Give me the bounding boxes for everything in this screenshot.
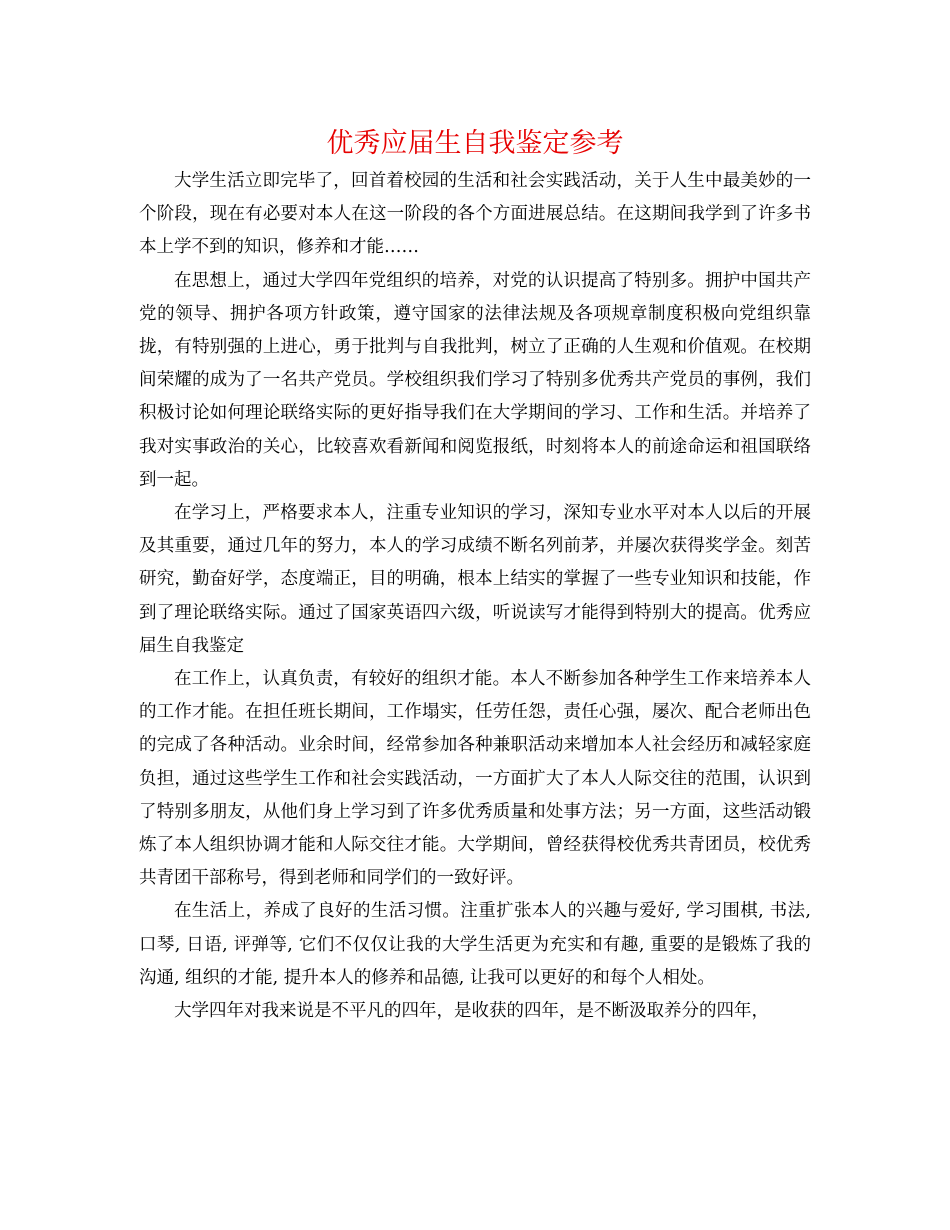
document-title: 优秀应届生自我鉴定参考 xyxy=(326,128,624,159)
paragraph-work: 在工作上，认真负责，有较好的组织才能。本人不断参加各种学生工作来培养本人的工作才能。在担任班长期间，工作塌实，任劳任怨，责任心强，屡次、配合老师出色的完成了各种活动。业余时间，经常参加各种兼职活动来增加本人社会经历和减轻家庭负担，通过这些学生工作和社会实践活动，一方面扩大了本人人际交往的范围，认识到了特别多朋友，从他们身上学习到了许多优秀质量和处事方法；另一方面，这些活动锻炼了本人组织协调才能和人际交往才能。大学期间，曾经获得校优秀共青团员，校优秀共青团干部称号，得到老师和同学们的一致好评。 xyxy=(139,669,811,889)
paragraph-intro: 大学生活立即完毕了，回首着校园的生活和社会实践活动，关于人生中最美妙的一个阶段，现在有必要对本人在这一阶段的各个方面进展总结。在这期间我学到了许多书本上学不到的知识，修养和才能…… xyxy=(139,171,811,258)
paragraph-thought: 在思想上，通过大学四年党组织的培养，对党的认识提高了特别多。拥护中国共产党的领导、拥护各项方针政策，遵守国家的法律法规及各项规章制度积极向党组织靠拢，有特别强的上进心，勇于批判与自我批判，树立了正确的人生观和价值观。在校期间荣耀的成为了一名共产党员。学校组织我们学习了特别多优秀共产党员的事例，我们积极讨论如何理论联络实际的更好指导我们在大学期间的学习、工作和生活。并培养了我对实事政治的关心，比较喜欢看新闻和阅览报纸，时刻将本人的前途命运和祖国联络到一起。 xyxy=(139,270,811,490)
paragraph-study: 在学习上，严格要求本人，注重专业知识的学习，深知专业水平对本人以后的开展及其重要，通过几年的努力，本人的学习成绩不断名列前茅，并屡次获得奖学金。刻苦研究，勤奋好学，态度端正，目的明确，根本上结实的掌握了一些专业知识和技能，作到了理论联络实际。通过了国家英语四六级，听说读写才能得到特别大的提高。优秀应届生自我鉴定 xyxy=(139,503,811,656)
document-body xyxy=(139,165,811,1028)
paragraph-conclusion: 大学四年对我来说是不平凡的四年，是收获的四年，是不断汲取养分的四年， xyxy=(174,1001,769,1022)
paragraph-life: 在生活上，养成了良好的生活习惯。注重扩张本人的兴趣与爱好, 学习围棋, 书法, 口琴, 日语, 评弹等, 它们不仅仅让我的大学生活更为充实和有趣, 重要的是锻炼了我的沟通, 组织的才能, 提升本人的修养和品德, 让我可以更好的和每个人相处。 xyxy=(139,901,811,988)
